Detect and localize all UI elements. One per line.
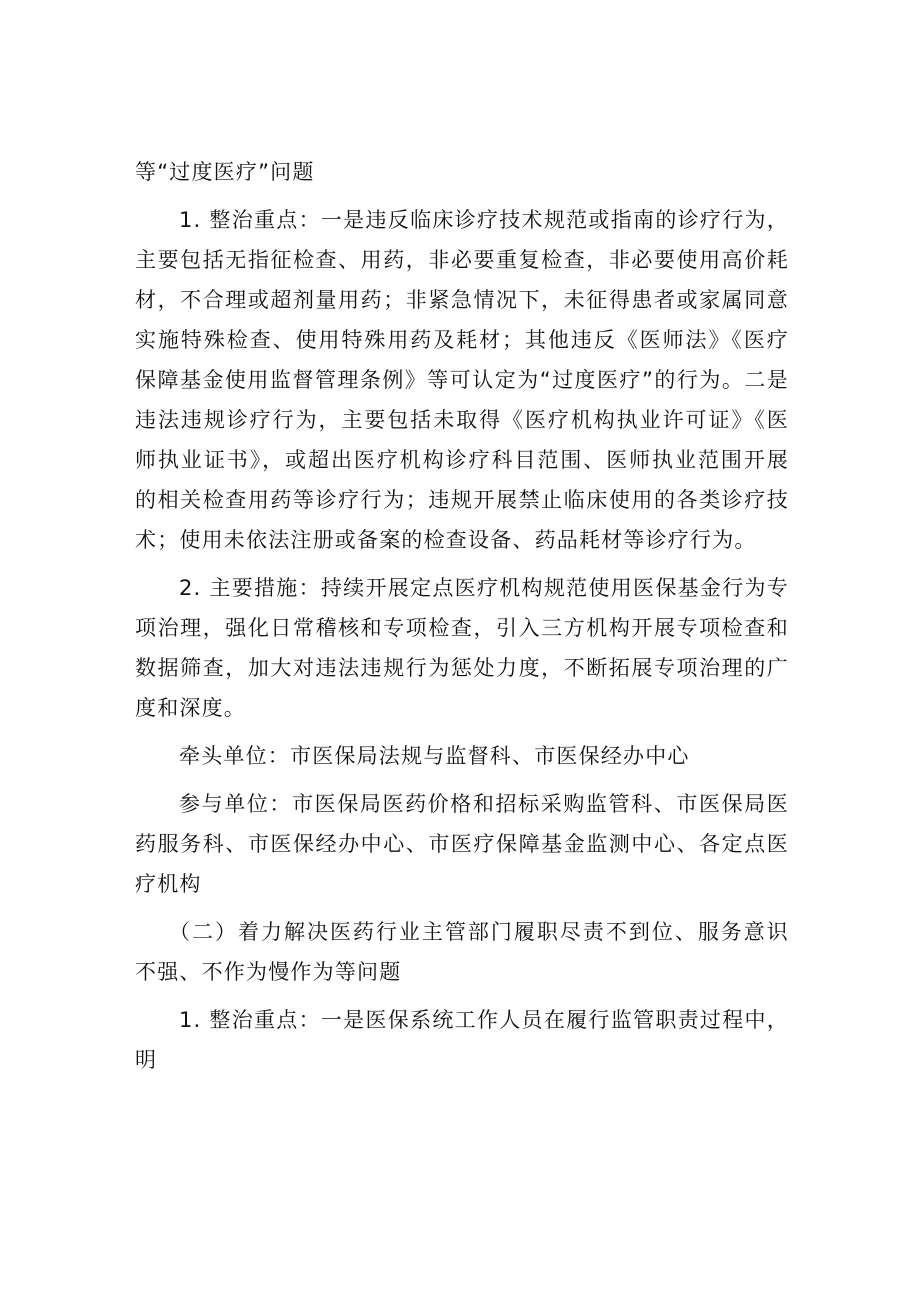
paragraph-rectification-focus-1: 1. 整治重点：一是违反临床诊疗技术规范或指南的诊疗行为，主要包括无指征检查、用药，非必要重复检查，非必要使用高价耗材，不合理或超剂量用药；非紧急情况下，未征得患者或家属同意实施特殊检查、使用特殊用药及耗材；其他违反《医师法》《医疗保障基金使用监督管理条例》等可认定为“过度医疗”的行为。二是违法违规诊疗行为，主要包括未取得《医疗机构执业许可证》《医师执业证书》，或超出医疗机构诊疗科目范围、医师执业范围开展的相关检查用药等诊疗行为；违规开展禁止临床使用的各类诊疗技术；使用未依法注册或备案的检查设备、药品耗材等诊疗行为。 (135, 208, 789, 552)
paragraph-participating-units: 参与单位：市医保局医药价格和招标采购监管科、市医保局医药服务科、市医保经办中心、市医疗保障基金监测中心、各定点医疗机构 (135, 792, 789, 896)
paragraph-rectification-focus-next: 1. 整治重点：一是医保系统工作人员在履行监管职责过程中，明 (135, 1008, 789, 1072)
document-body (135, 152, 789, 1088)
paragraph-lead-unit: 牵头单位：市医保局法规与监督科、市医保经办中心 (179, 744, 690, 768)
section-heading-2: （二）着力解决医药行业主管部门履职尽责不到位、服务意识不强、不作为慢作为等问题 (135, 920, 789, 984)
paragraph-main-measures-2: 2. 主要措施：持续开展定点医疗机构规范使用医保基金行为专项治理，强化日常稽核和专项检查，引入三方机构开展专项检查和数据筛查，加大对违法违规行为惩处力度，不断拓展专项治理的广度和深度。 (135, 576, 789, 720)
paragraph-continuation: 等“过度医疗”问题 (135, 160, 315, 184)
